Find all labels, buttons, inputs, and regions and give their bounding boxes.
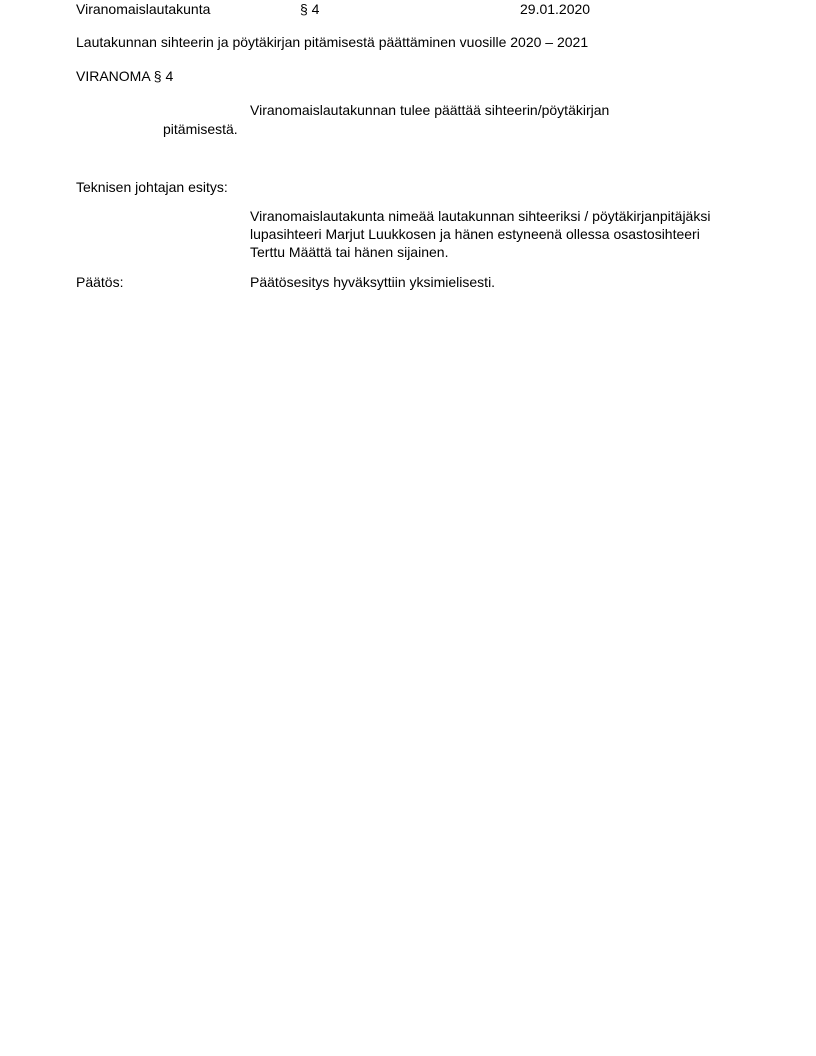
header-section: § 4	[300, 1, 320, 17]
page-title: Lautakunnan sihteerin ja pöytäkirjan pitämisestä päättäminen vuosille 2020 – 2021	[76, 34, 589, 50]
decision-label: Päätös:	[76, 274, 124, 290]
proposal-label: Teknisen johtajan esitys:	[76, 179, 228, 195]
intro-line-2: pitämisestä.	[163, 121, 238, 137]
decision-text: Päätösesitys hyväksyttiin yksimielisesti.	[250, 274, 496, 290]
intro-line-1: Viranomaislautakunnan tulee päättää sihteerin/pöytäkirjan	[250, 102, 610, 118]
proposal-line: Viranomaislautakunta nimeää lautakunnan sihteeriksi / pöytäkirjanpitäjäksi	[250, 208, 711, 224]
header-date: 29.01.2020	[520, 1, 591, 17]
proposal-line: lupasihteeri Marjut Luukkosen ja hänen estyneenä ollessa osastosihteeri	[250, 226, 700, 242]
proposal-line: Terttu Määttä tai hänen sijainen.	[250, 244, 449, 260]
section-code: VIRANOMA § 4	[76, 68, 174, 84]
proposal-text	[250, 207, 750, 261]
header-body-name: Viranomaislautakunta	[76, 1, 211, 17]
